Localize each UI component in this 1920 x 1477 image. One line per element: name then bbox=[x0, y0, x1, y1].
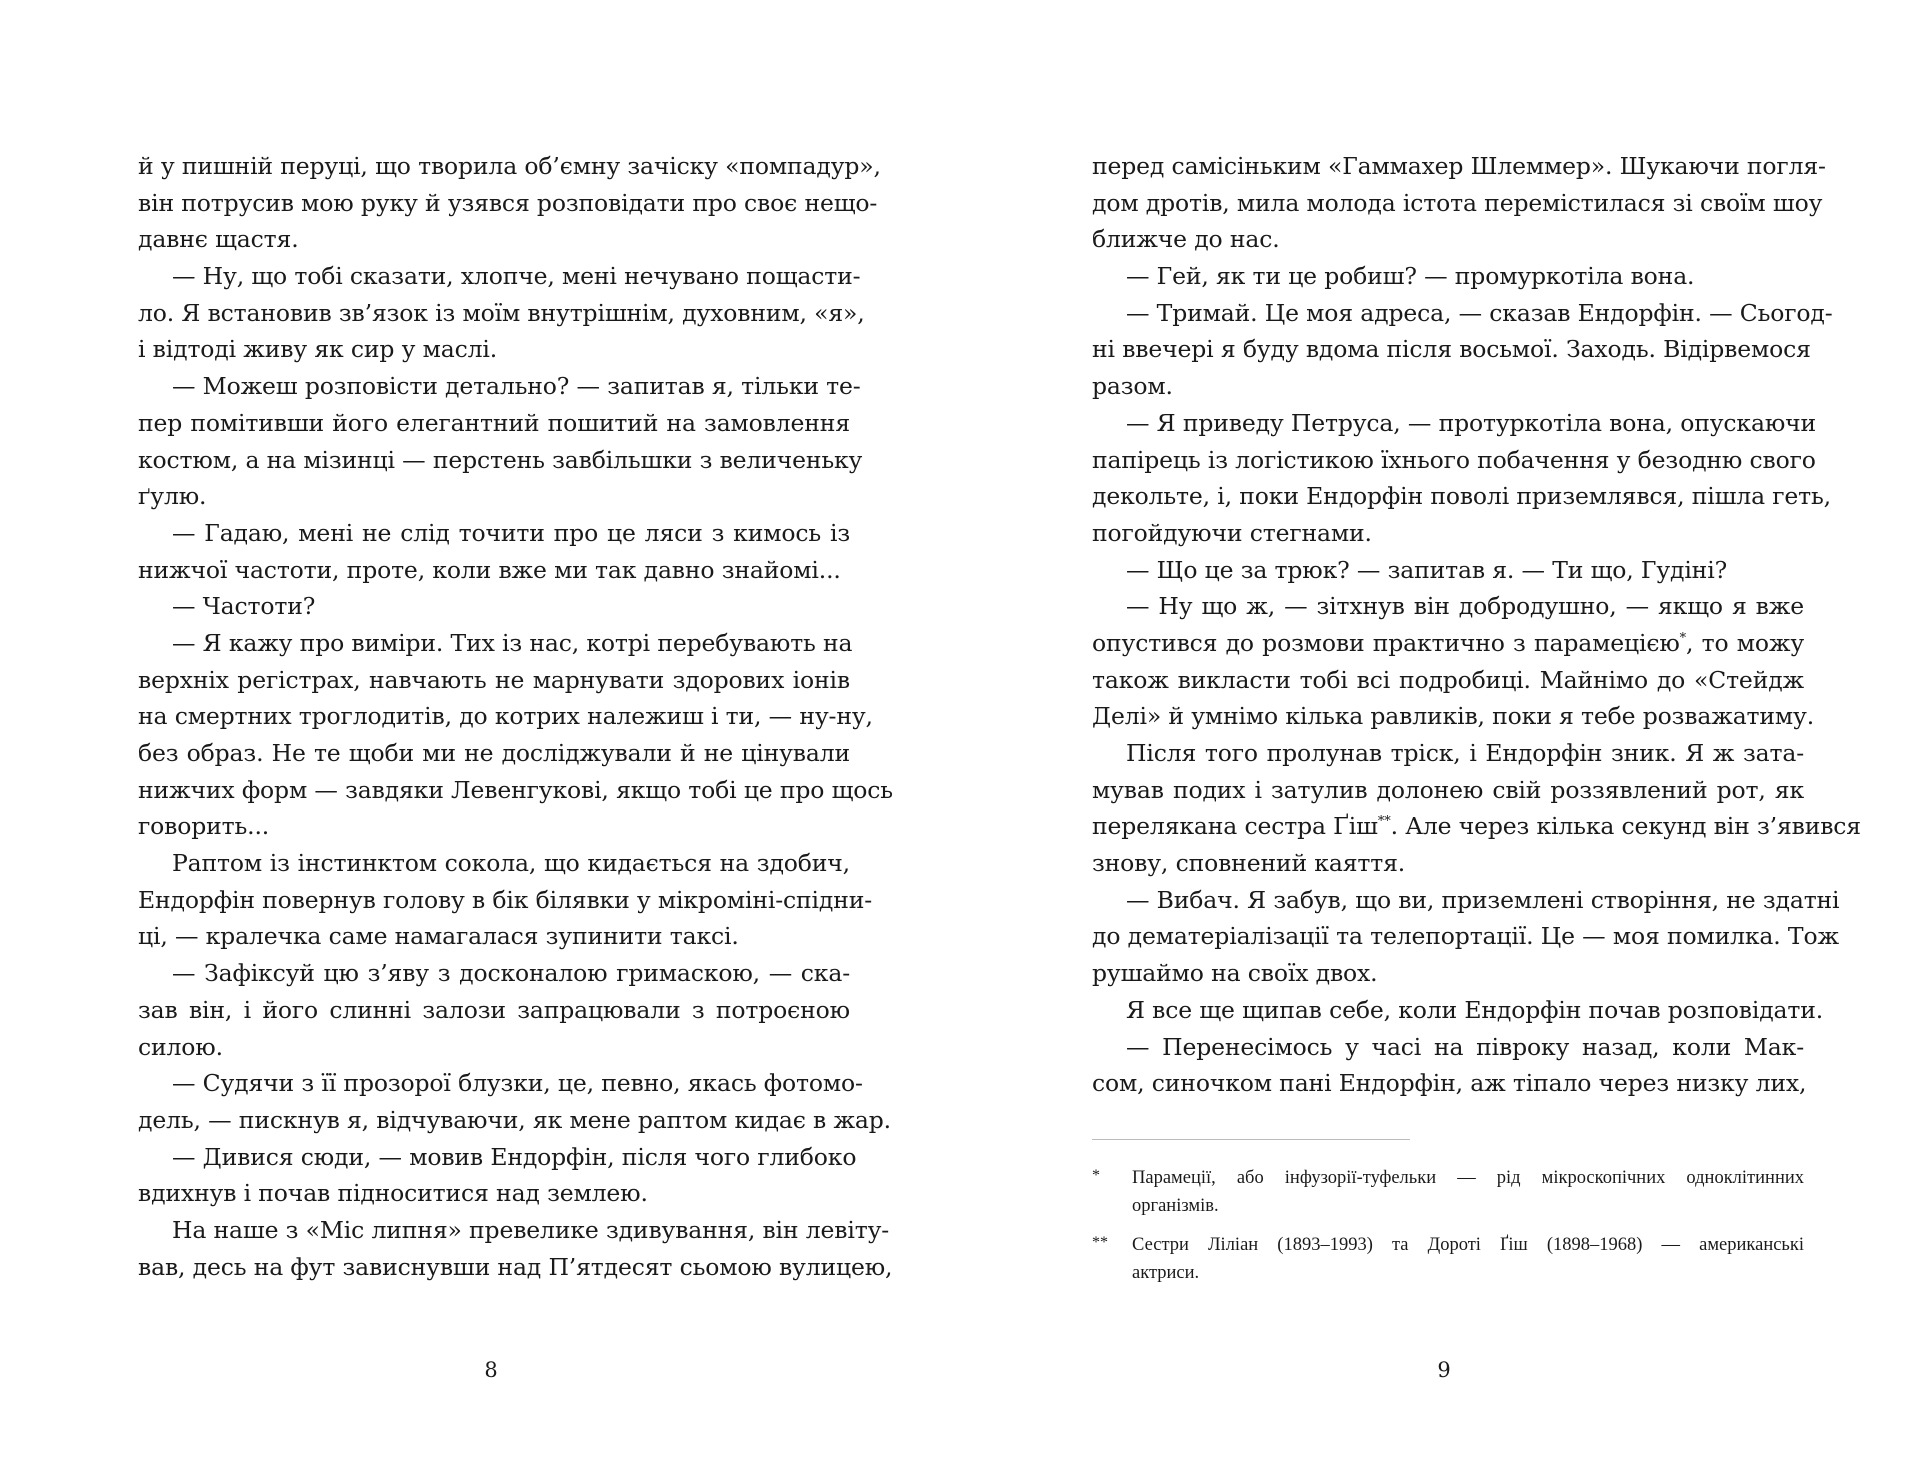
right-page-body bbox=[1092, 148, 1861, 1102]
left-page bbox=[138, 148, 893, 1285]
text-line: Раптом із інстинктом сокола, що кидається на здобич, bbox=[172, 849, 850, 878]
text-line: — Я кажу про виміри. Тих із нас, котрі перебувають на bbox=[172, 628, 853, 657]
text-line: Після того пролунав тріск, і Ендорфін зник. Я ж зата- bbox=[1126, 739, 1804, 767]
footnote-mark: * bbox=[1092, 1166, 1100, 1184]
text-line: ці, — кралечка саме намагалася зупинити таксі. bbox=[138, 922, 739, 951]
text-line: папірець із логістикою їхнього побачення у безодню свого bbox=[1092, 445, 1816, 474]
text-line: й у пишній перуці, що творила об’ємну зачіску «помпадур», bbox=[138, 152, 881, 180]
text-line: силою. bbox=[138, 1032, 223, 1061]
text-segment: . Але через кілька секунд він з’явився bbox=[1390, 812, 1861, 841]
text-line: — Перенесімось у часі на півроку назад, коли Мак- bbox=[1126, 1032, 1804, 1061]
right-page-number: 9 bbox=[1437, 1358, 1451, 1382]
text-line: — Я приведу Петруса, — протуркотіла вона, опускаючи bbox=[1126, 408, 1817, 437]
text-line: ло. Я встановив зв’язок із моїм внутрішнім, духовним, «я», bbox=[138, 298, 865, 327]
footnote-text: Парамеції, або інфузорії-туфельки — рід мікроскопічних одноклітинних bbox=[1132, 1167, 1804, 1188]
text-line: — Гей, як ти це робиш? — промуркотіла вона. bbox=[1126, 262, 1695, 291]
footnote-text: актриси. bbox=[1132, 1263, 1200, 1284]
text-line: Ендорфін повернув голову в бік білявки у мікроміні-спідни- bbox=[138, 885, 873, 914]
text-line: до дематеріалізації та телепортації. Це — моя помилка. Тож bbox=[1092, 922, 1839, 951]
text-line: — Ну що ж, — зітхнув він добродушно, — якщо я вже bbox=[1126, 592, 1804, 621]
left-page-body bbox=[138, 148, 893, 1285]
left-page-number: 8 bbox=[484, 1358, 498, 1382]
text-segment: опустився до розмови практично з парамецією bbox=[1092, 628, 1680, 657]
text-line: Я все ще щипав себе, коли Ендорфін почав розповідати. bbox=[1126, 995, 1824, 1024]
text-line: вав, десь на фут зависнувши над П’ятдесят сьомою вулицею, bbox=[138, 1252, 893, 1281]
text-line: верхніх регістрах, навчають не марнувати здорових іонів bbox=[138, 665, 850, 694]
text-line: На наше з «Міс липня» превелике здивування, він левіту- bbox=[172, 1215, 890, 1244]
text-line bbox=[1092, 808, 1861, 845]
footnote-reference: * bbox=[1679, 630, 1687, 646]
text-line: Делі» й умнімо кілька равликів, поки я тебе розважатиму. bbox=[1092, 702, 1815, 731]
text-line: — Гадаю, мені не слід точити про це ляси з кимось із bbox=[172, 518, 850, 547]
text-line: — Судячи з її прозорої блузки, це, певно, якась фотомо- bbox=[172, 1069, 863, 1098]
text-line: нижчих форм — завдяки Левенгукові, якщо тобі це про щось bbox=[138, 775, 893, 804]
text-line: мував подих і затулив долонею свій роззявлений рот, як bbox=[1092, 775, 1804, 804]
text-segment: , то можу bbox=[1686, 628, 1804, 657]
text-line: ні ввечері я буду вдома після восьмої. Заходь. Відірвемося bbox=[1092, 335, 1811, 364]
text-line: — Можеш розповісти детально? — запитав я, тільки те- bbox=[172, 372, 861, 401]
text-line: дель, — пискнув я, відчуваючи, як мене раптом кидає в жар. bbox=[138, 1105, 891, 1134]
text-segment: перелякана сестра Ґіш bbox=[1092, 812, 1378, 841]
text-line: костюм, а на мізинці — перстень завбільшки з величеньку bbox=[138, 445, 863, 474]
text-line: рушаймо на своїх двох. bbox=[1092, 959, 1378, 988]
text-line: вдихнув і почав підноситися над землею. bbox=[138, 1179, 648, 1208]
footnote-divider bbox=[1092, 1139, 1410, 1140]
text-line: — Зафіксуй цю з’яву з досконалою гримаскою, — ска- bbox=[172, 959, 850, 988]
text-line: — Що це за трюк? — запитав я. — Ти що, Гудіні? bbox=[1126, 555, 1728, 584]
footnote-reference: ** bbox=[1377, 814, 1391, 830]
text-line: — Вибач. Я забув, що ви, приземлені створіння, не здатні bbox=[1126, 885, 1840, 914]
text-line: декольте, і, поки Ендорфін поволі приземлявся, пішла геть, bbox=[1092, 482, 1831, 511]
text-line: — Дивися сюди, — мовив Ендорфін, після чого глибоко bbox=[172, 1142, 857, 1171]
text-line: ближче до нас. bbox=[1092, 225, 1280, 254]
footnote-mark: ** bbox=[1092, 1233, 1108, 1251]
text-line: погойдуючи стегнами. bbox=[1092, 518, 1372, 547]
text-line: разом. bbox=[1092, 372, 1173, 401]
text-line: дом дротів, мила молода істота перемістилася зі своїм шоу bbox=[1092, 188, 1823, 217]
text-line: без образ. Не те щоби ми не досліджували й не цінували bbox=[138, 739, 850, 767]
text-line: — Ну, що тобі сказати, хлопче, мені нечувано пощасти- bbox=[172, 262, 861, 291]
footnote bbox=[1092, 1164, 1804, 1221]
text-line: — Тримай. Це моя адреса, — сказав Ендорфін. — Сьогод- bbox=[1126, 298, 1833, 327]
text-line: давнє щастя. bbox=[138, 225, 299, 254]
text-line: зав він, і його слинні залози запрацювали з потроєною bbox=[138, 995, 850, 1024]
text-line: сом, синочком пані Ендорфін, аж тіпало через низку лих, bbox=[1092, 1069, 1807, 1098]
text-line: говорить... bbox=[138, 812, 270, 841]
text-line: на смертних троглодитів, до котрих належиш і ти, — ну-ну, bbox=[138, 702, 873, 731]
footnote-text: Сестри Ліліан (1893–1993) та Дороті Ґіш (1898–1968) — американські bbox=[1132, 1234, 1804, 1255]
text-line: перед самісіньким «Гаммахер Шлеммер». Шукаючи погля- bbox=[1092, 152, 1826, 180]
text-line bbox=[1092, 625, 1804, 662]
text-line: — Частоти? bbox=[172, 592, 316, 621]
right-page bbox=[1092, 148, 1861, 1298]
footnotes bbox=[1092, 1164, 1804, 1288]
text-line: нижчої частоти, проте, коли вже ми так давно знайомі... bbox=[138, 555, 841, 584]
footnote-text: організмів. bbox=[1132, 1196, 1219, 1217]
text-line: пер помітивши його елегантний пошитий на замовлення bbox=[138, 408, 850, 437]
text-line: він потрусив мою руку й узявся розповідати про своє нещо- bbox=[138, 188, 878, 217]
text-line: знову, сповнений каяття. bbox=[1092, 849, 1406, 878]
text-line: ґулю. bbox=[138, 482, 207, 511]
text-line: і відтоді живу як сир у маслі. bbox=[138, 335, 498, 364]
text-line: також викласти тобі всі подробиці. Майнімо до «Стейдж bbox=[1092, 665, 1804, 694]
footnote bbox=[1092, 1231, 1804, 1288]
